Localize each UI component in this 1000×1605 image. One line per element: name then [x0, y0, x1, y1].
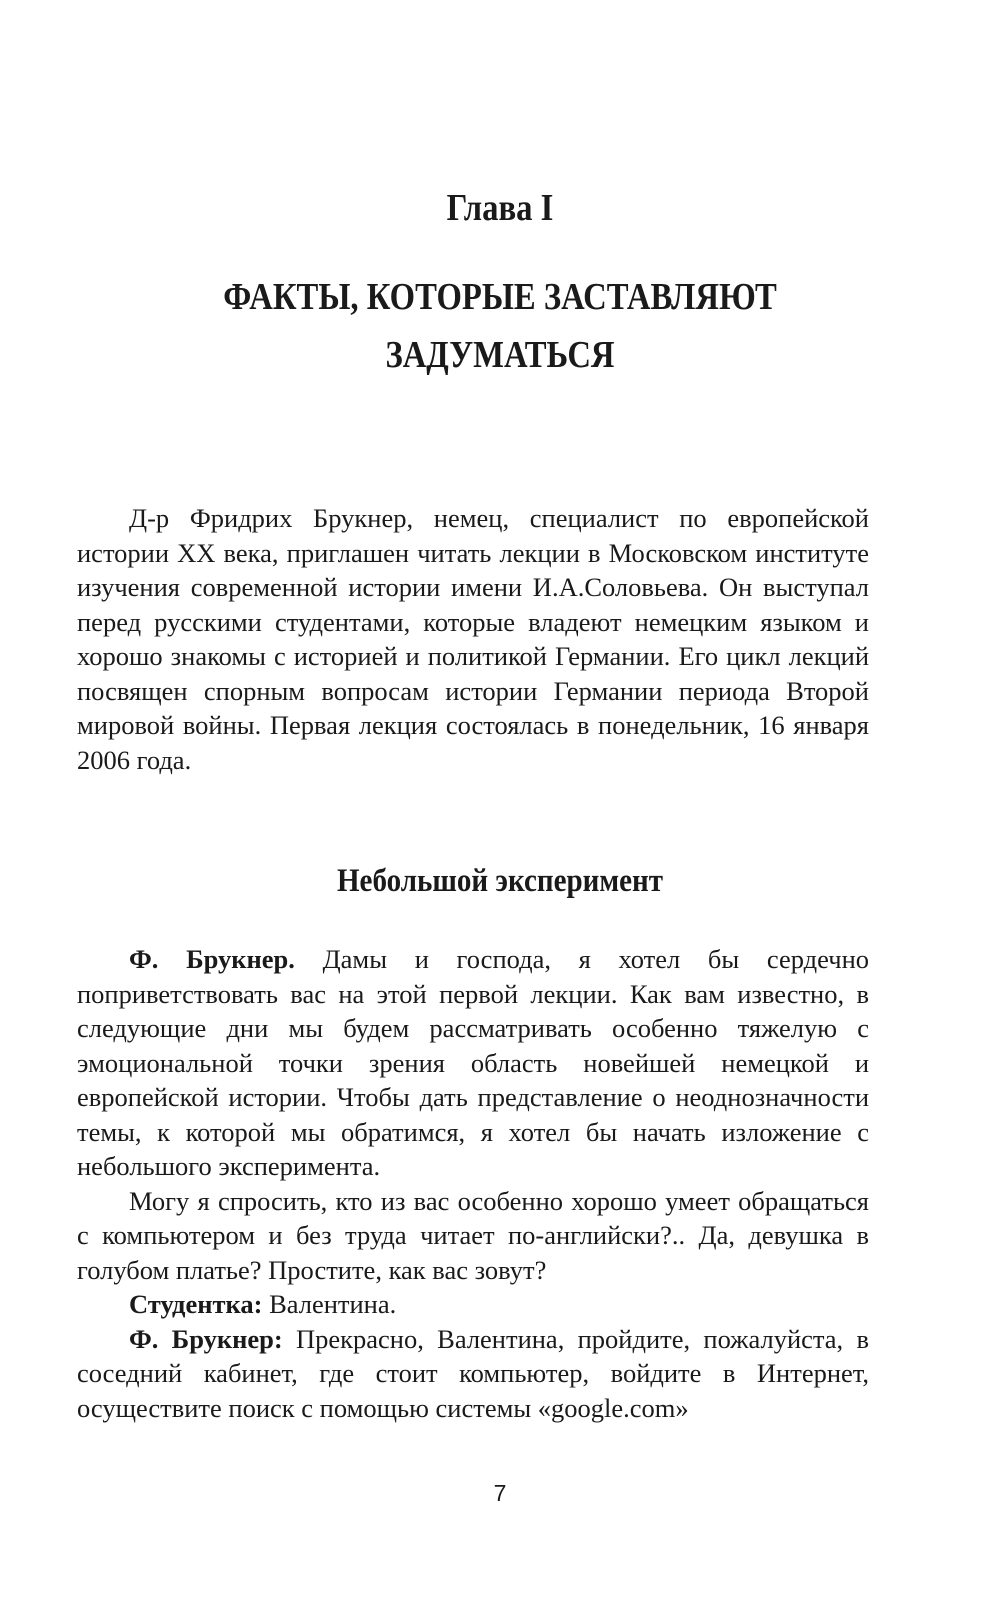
section-heading: Небольшой эксперимент [336, 863, 664, 899]
chapter-label: Глава I [446, 187, 554, 229]
chapter-title-line-2: ЗАДУМАТЬСЯ [385, 334, 615, 376]
speaker-name: Ф. Брукнер. [129, 944, 295, 974]
dialogue-paragraph-4 [77, 1322, 869, 1426]
dialogue-paragraph-2 [77, 1184, 869, 1288]
speech-text: Могу я спросить, кто из вас особенно хорошо умеет обращаться с компьютером и без труда читает по-английски?.. Да, девушка в голубом платье? Простите, как вас зовут? [77, 1185, 869, 1285]
speaker-name: Студентка: [129, 1289, 263, 1319]
page-number: 7 [493, 1480, 507, 1506]
intro-paragraph: Д-р Фридрих Брукнер, немец, специалист по европейской истории XX века, приглашен читать лекции в Московском институте изучения современной истории имени И.А.Соловьева. Он выступал перед русскими студентами, которые владеют немецким языком и хорошо знакомы с историей и политикой Германии. Его цикл лекций посвящен спорным вопросам истории Германии периода Второй мировой войны. Первая лекция состоялась в понедельник, 16 января 2006 года. [77, 503, 869, 775]
chapter-title [70, 268, 930, 384]
dialogue-paragraph-1 [77, 942, 869, 1184]
intro-block [77, 501, 869, 777]
speech-text: Валентина. [262, 1289, 397, 1319]
speech-text: Прекрасно, Валентина, пройдите, пожалуйста, в соседний кабинет, где стоит компьютер, войдите в Интернет, осуществите поиск с помощью системы «google.com» [77, 1323, 869, 1423]
speech-text: Дамы и господа, я хотел бы сердечно поприветствовать вас на этой первой лекции. Как вам известно, в следующие дни мы будем рассматривать особенно тяжелую с эмоциональной точки зрения область новейшей немецкой и европейской истории. Чтобы дать представление о неоднозначности темы, к которой мы обратимся, я хотел бы начать изложение с небольшого эксперимента. [77, 944, 869, 1181]
dialogue-block [77, 942, 869, 1425]
speaker-name: Ф. Брукнер: [129, 1323, 283, 1354]
chapter-title-line-1: ФАКТЫ, КОТОРЫЕ ЗАСТАВЛЯЮТ [223, 276, 777, 318]
dialogue-paragraph-3 [77, 1287, 869, 1322]
